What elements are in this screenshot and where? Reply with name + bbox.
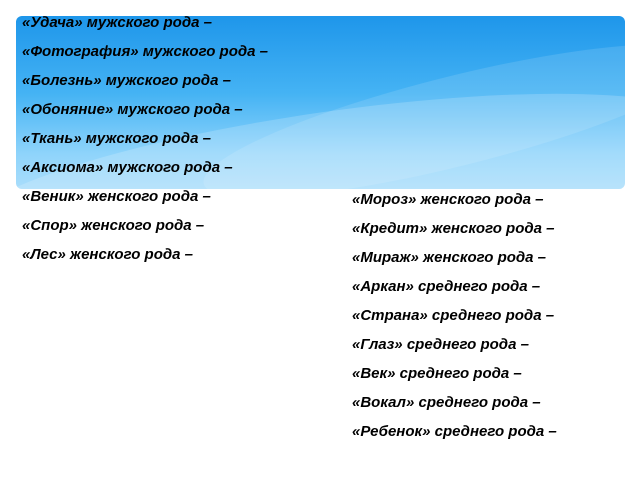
statement-item: «Кредит» женского рода – [352, 220, 555, 237]
statement-item: «Ребенок» среднего рода – [352, 423, 557, 440]
statement-item: «Мороз» женского рода – [352, 191, 544, 208]
statement-item: «Аксиома» мужского рода – [22, 159, 233, 176]
statement-item: «Лес» женского рода – [22, 246, 193, 263]
statement-item: «Болезнь» мужского рода – [22, 72, 231, 89]
statement-item: «Веник» женского рода – [22, 188, 211, 205]
statement-item: «Страна» среднего рода – [352, 307, 555, 324]
statement-item: «Обоняние» мужского рода – [22, 101, 243, 118]
statement-item: «Ткань» мужского рода – [22, 130, 211, 147]
statement-item: «Мираж» женского рода – [352, 249, 547, 266]
statement-item: «Век» среднего рода – [352, 365, 522, 382]
statement-item: «Аркан» среднего рода – [352, 278, 541, 295]
left-statement-list [22, 8, 268, 269]
statement-item: «Фотография» мужского рода – [22, 43, 268, 60]
statement-item: «Глаз» среднего рода – [352, 336, 529, 353]
statement-item: «Спор» женского рода – [22, 217, 205, 234]
statement-item: «Удача» мужского рода – [22, 14, 212, 31]
right-statement-list [352, 185, 557, 446]
statement-item: «Вокал» среднего рода – [352, 394, 541, 411]
